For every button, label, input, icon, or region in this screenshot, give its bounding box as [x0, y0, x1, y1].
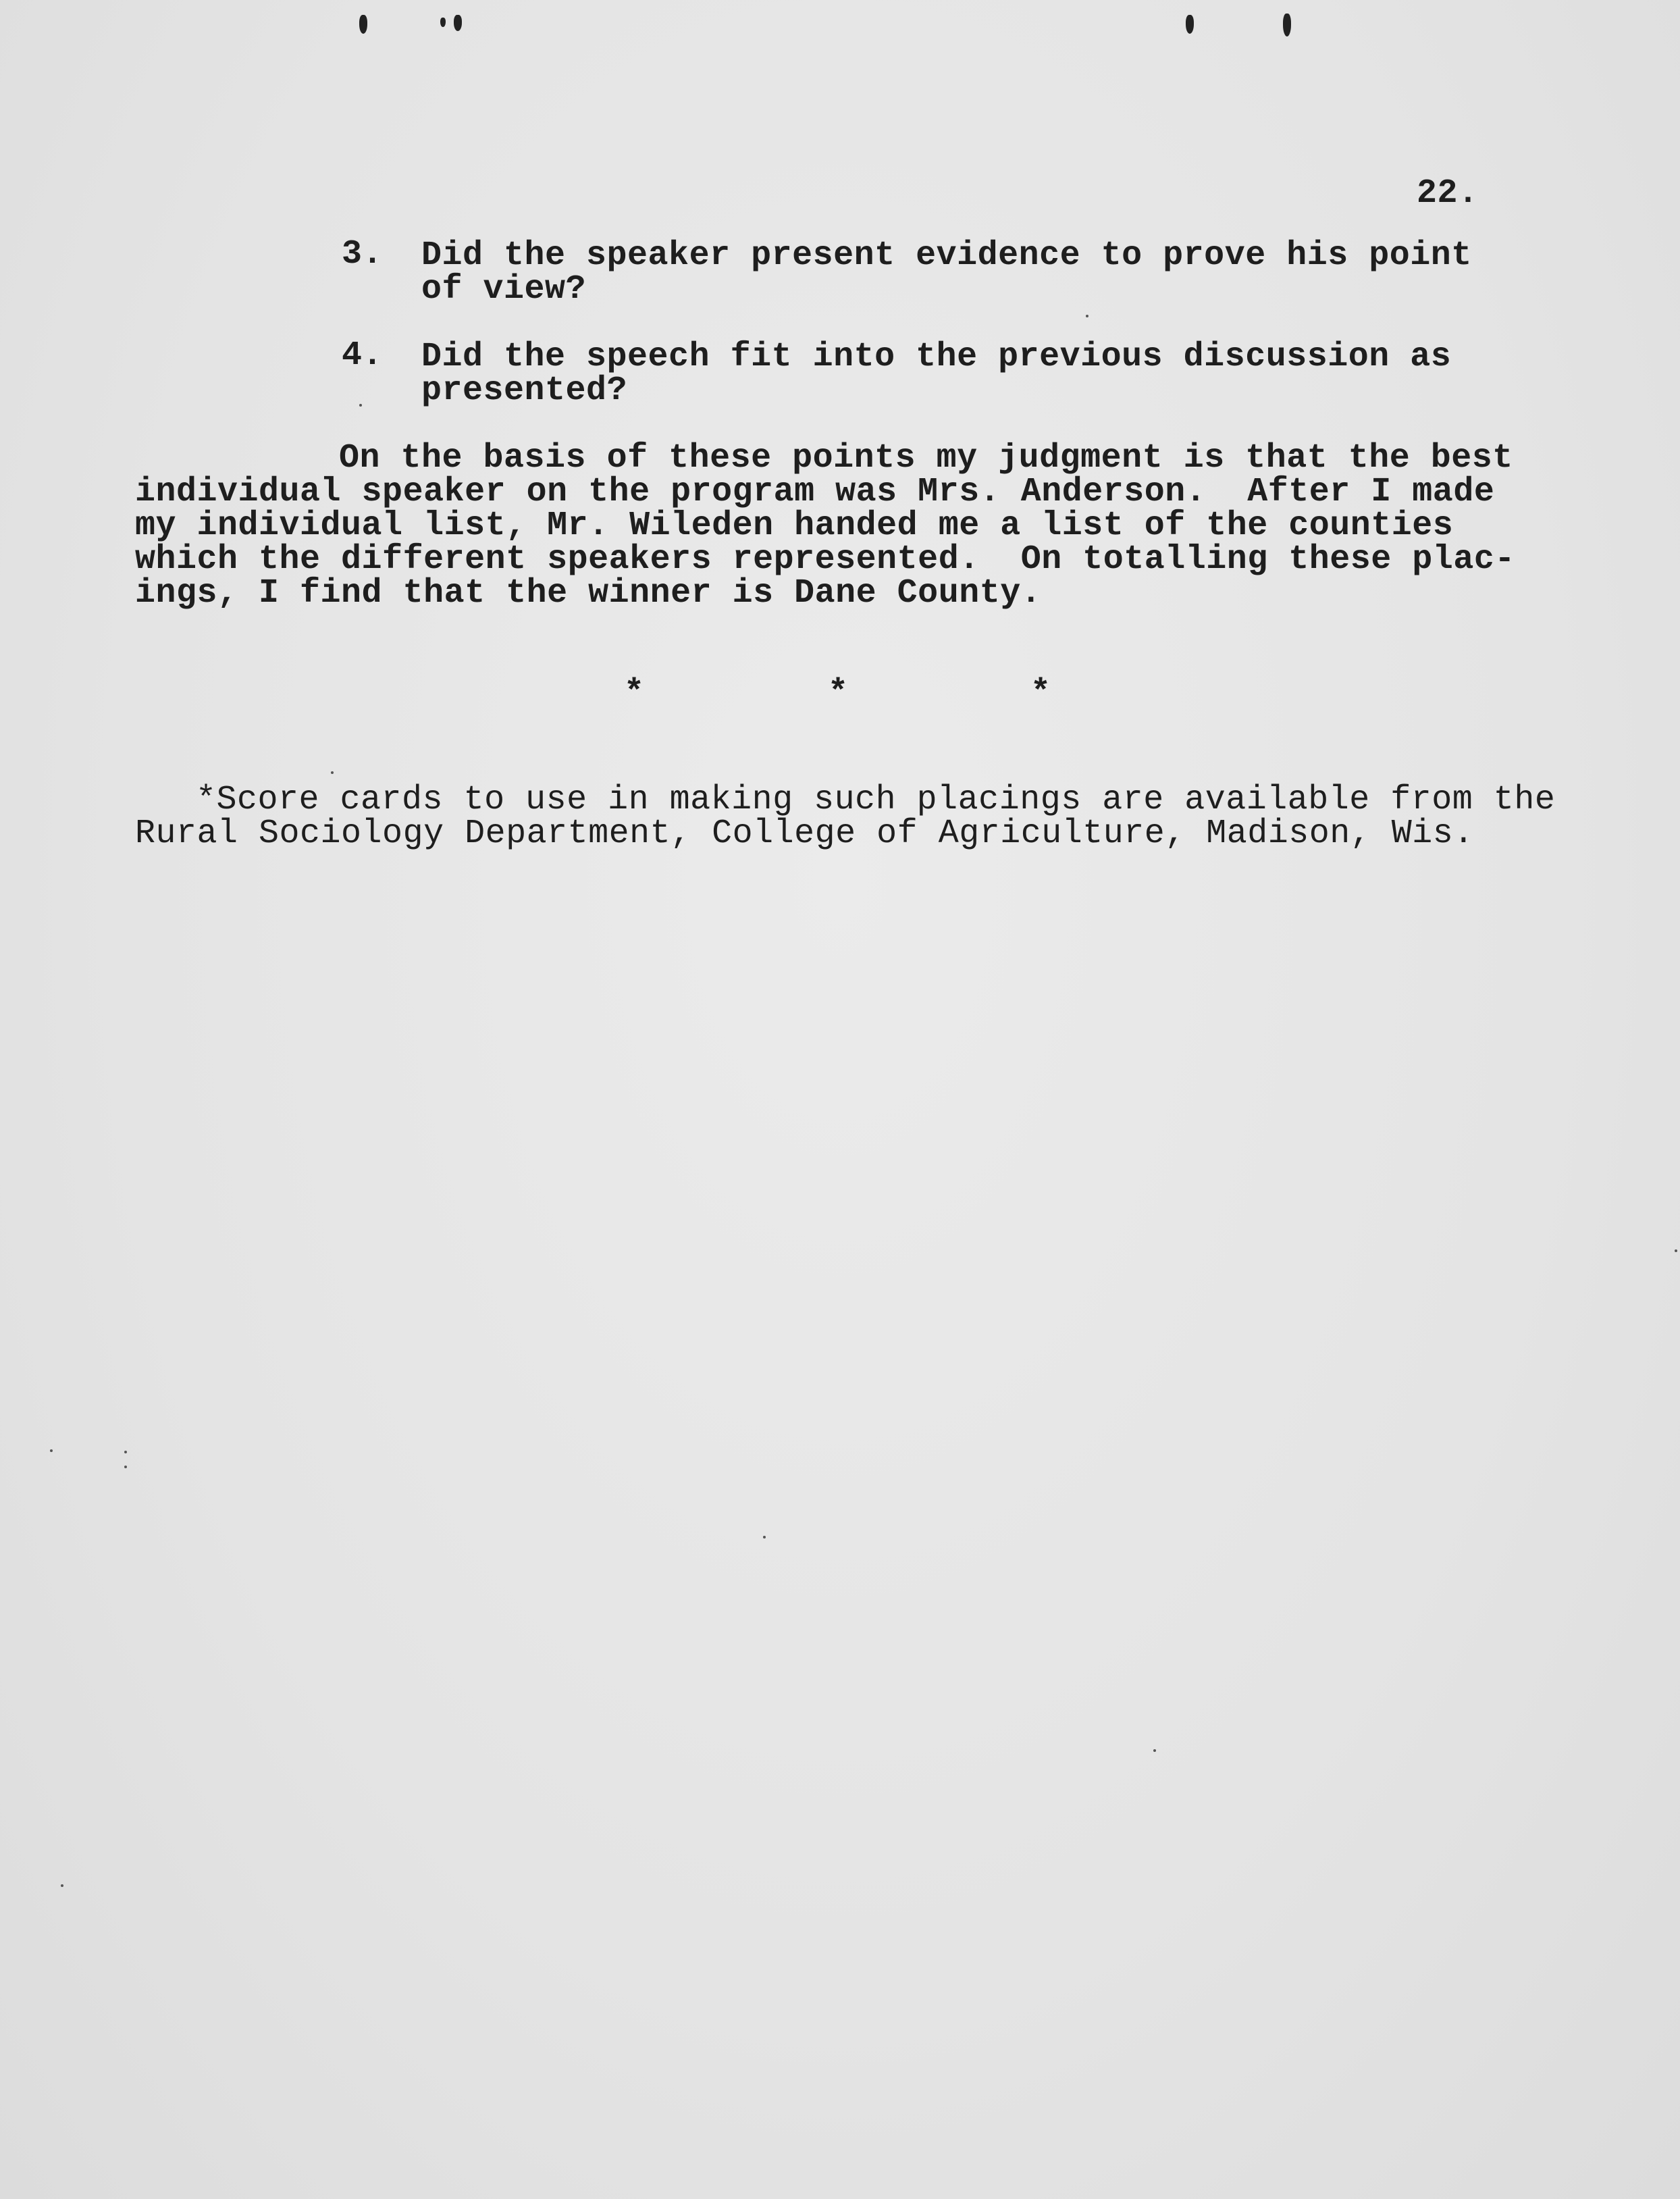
question-text-line: presented? [421, 371, 628, 410]
scan-speck [50, 1449, 53, 1452]
binding-hole-mark [1186, 15, 1194, 34]
scan-speck [1675, 1249, 1677, 1252]
paragraph-line: ings, I find that the winner is Dane County. [135, 574, 1042, 613]
separator-asterisk: * [1030, 674, 1051, 713]
question-number: 3. [342, 235, 384, 274]
paragraph-line: which the different speakers represented. On totalling these plac- [135, 540, 1515, 579]
scan-speck [1153, 1749, 1156, 1752]
paragraph-line: individual speaker on the program was Mrs. Anderson. After I made [135, 473, 1495, 511]
scan-speck [124, 1451, 127, 1453]
footnote-line: Rural Sociology Department, College of Agriculture, Madison, Wis. [135, 814, 1474, 853]
scan-speck [61, 1884, 63, 1887]
page-number: 22. [1417, 174, 1479, 213]
separator-asterisk: * [624, 674, 645, 713]
binding-hole-mark [440, 18, 446, 27]
binding-hole-mark [1283, 14, 1291, 36]
paragraph-line: On the basis of these points my judgment is that the best [339, 439, 1513, 477]
footnote-line: *Score cards to use in making such placings are available from the [196, 781, 1556, 819]
scan-speck [331, 771, 334, 774]
question-text-line: Did the speech fit into the previous discussion as [421, 338, 1452, 376]
scan-speck [359, 404, 362, 407]
binding-hole-mark [359, 15, 367, 34]
question-text-line: Did the speaker present evidence to prove his point [421, 236, 1472, 275]
scan-speck [763, 1536, 766, 1538]
scan-speck [1086, 315, 1088, 317]
separator-asterisk: * [828, 674, 849, 713]
question-number: 4. [342, 336, 384, 375]
paragraph-line: my individual list, Mr. Wileden handed me a list of the counties [135, 507, 1454, 545]
binding-hole-mark [454, 15, 462, 31]
scan-speck [124, 1466, 127, 1468]
question-text-line: of view? [421, 270, 587, 309]
